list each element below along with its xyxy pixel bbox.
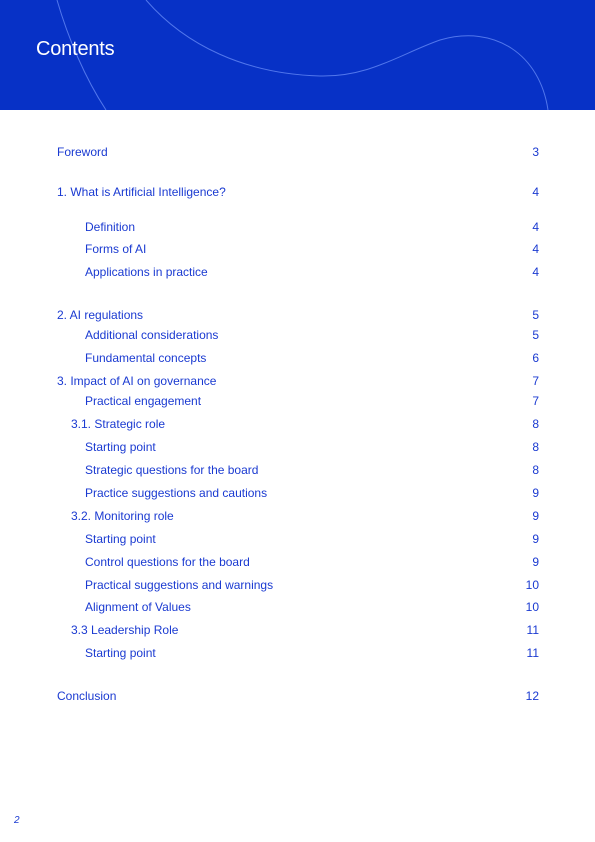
- toc-entry-page: 9: [532, 486, 539, 500]
- toc-entry-label: 3.2. Monitoring role: [71, 509, 174, 523]
- toc-entry[interactable]: [0, 577, 595, 593]
- toc-entry-label: Practical engagement: [85, 394, 202, 408]
- toc-entry[interactable]: [0, 327, 595, 343]
- toc-entry[interactable]: [0, 144, 595, 160]
- toc-entry[interactable]: [0, 645, 595, 661]
- toc-entry[interactable]: [0, 622, 595, 638]
- toc-entry-label: Practice suggestions and cautions: [85, 486, 268, 500]
- toc-entry[interactable]: [0, 416, 595, 432]
- toc-entry-label: Strategic questions for the board: [85, 463, 259, 477]
- toc-entry-label: Definition: [85, 220, 136, 234]
- toc-entry-page: 8: [532, 440, 539, 454]
- toc-entry-page: 4: [532, 265, 539, 279]
- page-number: 2: [14, 815, 20, 826]
- toc-entry-label: Foreword: [57, 145, 108, 159]
- toc-entry-page: 8: [532, 463, 539, 477]
- toc-entry-label: Fundamental concepts: [85, 351, 207, 365]
- toc-entry[interactable]: [0, 508, 595, 524]
- toc-entry-page: 10: [525, 600, 539, 614]
- toc-entry-page: 3: [532, 145, 539, 159]
- toc-entry-page: 8: [532, 417, 539, 431]
- toc-entry[interactable]: [0, 531, 595, 547]
- toc-entry-page: 5: [532, 328, 539, 342]
- toc-entry-label: Additional considerations: [85, 328, 219, 342]
- toc-entry-page: 9: [532, 532, 539, 546]
- toc-entry-page: 10: [525, 578, 539, 592]
- toc-entry-page: 11: [526, 646, 539, 660]
- toc-entry-page: 4: [532, 242, 539, 256]
- toc-entry-page: 4: [532, 220, 539, 234]
- toc-entry[interactable]: [0, 393, 595, 409]
- toc-entry-label: Starting point: [85, 440, 156, 454]
- toc-entry-label: Control questions for the board: [85, 555, 250, 569]
- toc-entry[interactable]: [0, 599, 595, 615]
- toc-entry-label: Practical suggestions and warnings: [85, 578, 274, 592]
- toc-entry-label: Alignment of Values: [85, 600, 191, 614]
- toc-entry-label: 3.1. Strategic role: [71, 417, 166, 431]
- toc-entry-label: Starting point: [85, 646, 156, 660]
- toc-entry[interactable]: [0, 439, 595, 455]
- toc-entry[interactable]: [0, 485, 595, 501]
- toc-entry-page: 7: [532, 374, 539, 388]
- toc-entry-page: 4: [532, 185, 539, 199]
- toc-entry-page: 6: [532, 351, 539, 365]
- toc-entry-label: Conclusion: [57, 689, 117, 703]
- toc-entry[interactable]: [0, 264, 595, 280]
- toc-entry-label: Forms of AI: [85, 242, 147, 256]
- toc-entry-page: 9: [532, 555, 539, 569]
- toc-entry-page: 9: [532, 509, 539, 523]
- toc-entry[interactable]: [0, 373, 595, 389]
- toc-entry-page: 11: [526, 623, 539, 637]
- toc-entry-label: 3.3 Leadership Role: [71, 623, 179, 637]
- toc-entry[interactable]: [0, 307, 595, 323]
- toc-entry-label: 1. What is Artificial Intelligence?: [57, 185, 226, 199]
- toc-entry[interactable]: [0, 554, 595, 570]
- toc-entry-page: 12: [525, 689, 539, 703]
- page-title: Contents: [36, 38, 115, 60]
- toc-entry[interactable]: [0, 184, 595, 200]
- toc-entry-page: 7: [532, 394, 539, 408]
- toc-entry-page: 5: [532, 308, 539, 322]
- toc-entry-label: 3. Impact of AI on governance: [57, 374, 217, 388]
- toc-entry-label: 2. AI regulations: [57, 308, 144, 322]
- toc-entry[interactable]: [0, 688, 595, 704]
- toc-entry[interactable]: [0, 219, 595, 235]
- toc-entry[interactable]: [0, 350, 595, 366]
- toc-entry-label: Applications in practice: [85, 265, 208, 279]
- toc-entry[interactable]: [0, 462, 595, 478]
- toc-entry[interactable]: [0, 241, 595, 257]
- toc-entry-label: Starting point: [85, 532, 156, 546]
